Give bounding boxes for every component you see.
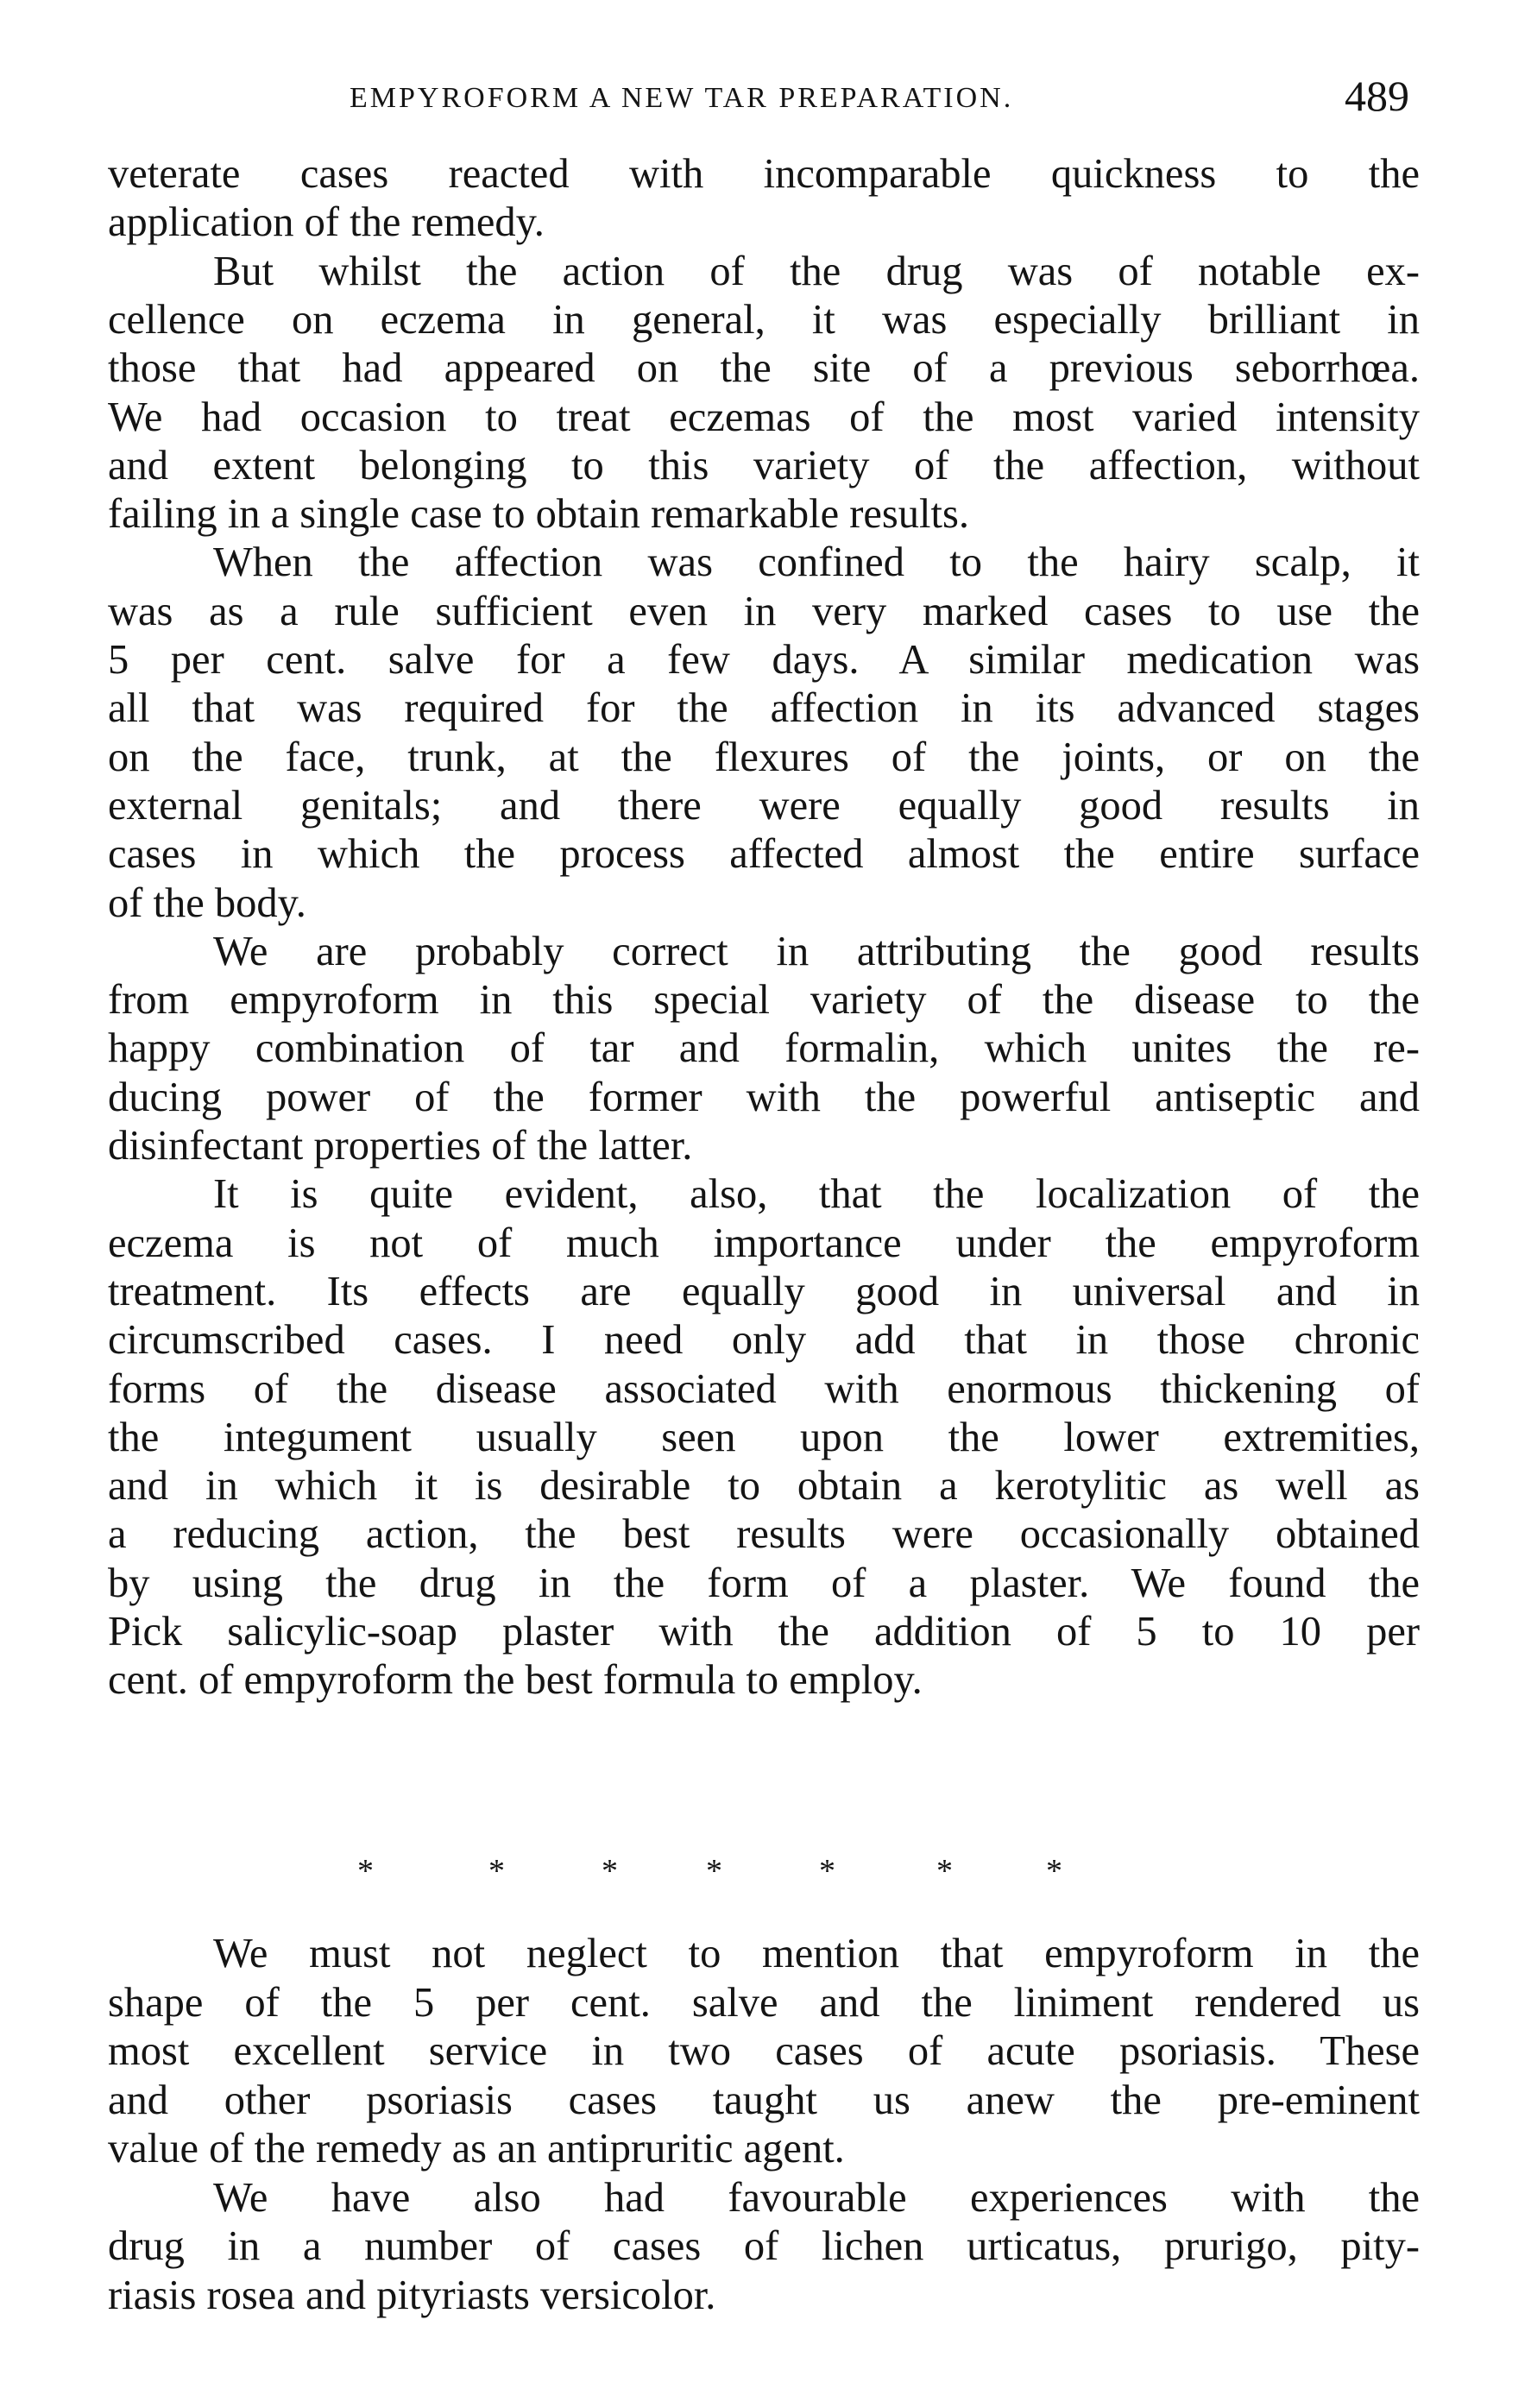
text-line: most excellent service in two cases of acute psoriasis. These (108, 2028, 1420, 2074)
text-line: ducing power of the former with the powerful antiseptic and (108, 1074, 1420, 1120)
text-line: failing in a single case to obtain remarkable results. (108, 491, 969, 538)
text-line: It is quite evident, also, that the localization of the (213, 1171, 1420, 1218)
text-line: a reducing action, the best results were occasionally obtained (108, 1511, 1420, 1558)
text-line: drug in a number of cases of lichen urticatus, prurigo, pity- (108, 2223, 1420, 2269)
separator-star: * (706, 1853, 722, 1889)
separator-star: * (602, 1853, 618, 1889)
text-line: value of the remedy as an antipruritic agent. (108, 2126, 845, 2172)
text-line: cases in which the process affected almost the entire surface (108, 831, 1420, 878)
section-separator (0, 1854, 1531, 1888)
text-line: riasis rosea and pityriasts versicolor. (108, 2272, 716, 2318)
separator-star: * (1046, 1853, 1062, 1889)
text-line: We have also had favourable experiences with the (213, 2174, 1420, 2221)
text-line: cellence on eczema in general, it was especially brilliant in (108, 296, 1420, 343)
page-number: 489 (1345, 72, 1409, 120)
running-title: EMPYROFORM A NEW TAR PREPARATION. (350, 82, 1014, 114)
text-line: We had occasion to treat eczemas of the most varied intensity (108, 394, 1420, 440)
text-line: circumscribed cases. I need only add that in those chronic (108, 1317, 1420, 1364)
text-line: We must not neglect to mention that empyroform in the (213, 1931, 1420, 1976)
text-line: and in which it is desirable to obtain a kerotylitic as well as (108, 1463, 1420, 1510)
text-line: external genitals; and there were equally good results in (108, 782, 1420, 829)
text-line: We are probably correct in attributing the good results (213, 928, 1420, 974)
text-line: on the face, trunk, at the flexures of the joints, or on the (108, 734, 1420, 780)
text-line: 5 per cent. salve for a few days. A similar medication was (108, 637, 1420, 683)
text-line: application of the remedy. (108, 199, 545, 246)
text-line: disinfectant properties of the latter. (108, 1123, 693, 1169)
text-line: was as a rule sufficient even in very marked cases to use the (108, 588, 1420, 634)
separator-star: * (357, 1853, 374, 1889)
text-line: But whilst the action of the drug was of notable ex- (213, 248, 1420, 294)
text-line: the integument usually seen upon the lower extremities, (108, 1414, 1420, 1460)
text-line: shape of the 5 per cent. salve and the liniment rendered us (108, 1979, 1420, 2026)
text-line: happy combination of tar and formalin, which unites the re- (108, 1025, 1420, 1072)
text-line: those that had appeared on the site of a previous seborrhœa. (108, 345, 1420, 392)
text-line: Pick salicylic-soap plaster with the addition of 5 to 10 per (108, 1609, 1420, 1655)
text-line: and other psoriasis cases taught us anew the pre-eminent (108, 2077, 1420, 2123)
text-line: eczema is not of much importance under the empyroform (108, 1220, 1420, 1266)
text-line: forms of the disease associated with enormous thickening of (108, 1365, 1420, 1412)
text-line: cent. of empyroform the best formula to employ. (108, 1657, 923, 1704)
text-line: all that was required for the affection in its advanced stages (108, 685, 1420, 732)
text-line: by using the drug in the form of a plaster. We found the (108, 1560, 1420, 1606)
text-line: from empyroform in this special variety of the disease to the (108, 977, 1420, 1024)
text-line: veterate cases reacted with incomparable quickness to the (108, 151, 1420, 197)
text-line: treatment. Its effects are equally good in universal and in (108, 1268, 1420, 1314)
separator-star: * (936, 1853, 953, 1889)
text-line: of the body. (108, 879, 306, 926)
text-line: and extent belonging to this variety of the affection, without (108, 442, 1420, 489)
text-line: When the affection was confined to the hairy scalp, it (213, 539, 1420, 586)
separator-star: * (488, 1853, 505, 1889)
separator-star: * (819, 1853, 835, 1889)
